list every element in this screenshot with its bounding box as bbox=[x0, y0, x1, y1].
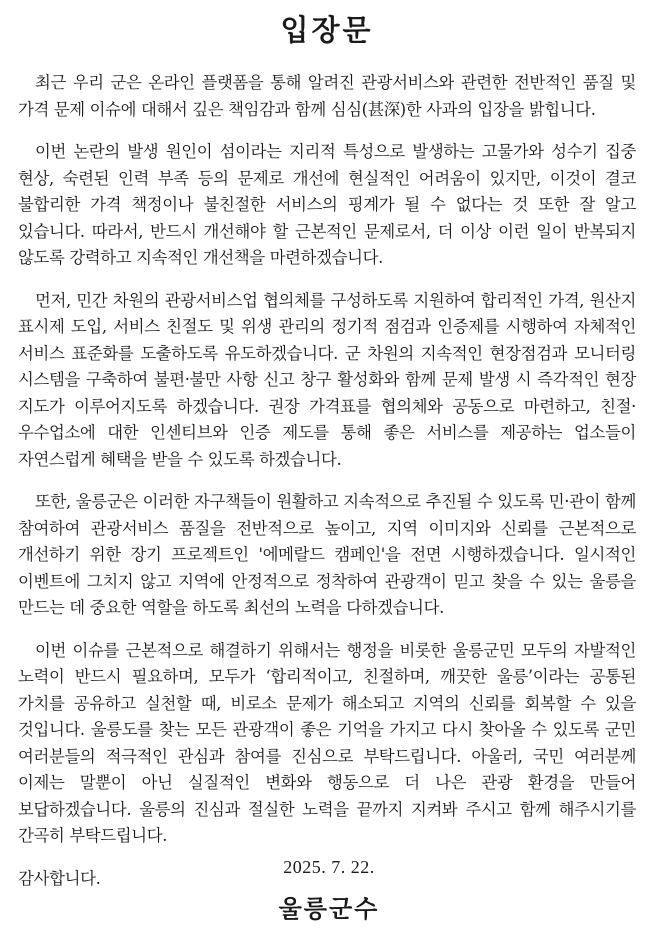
signatory: 울릉군수 bbox=[278, 895, 380, 923]
document-title: 입장문 bbox=[280, 13, 374, 47]
paragraph-apology: 최근 우리 군은 온라인 플랫폼을 통해 알려진 관광서비스와 관련한 전반적인 품질 및 가격 문제 이슈에 대해서 깊은 책임감과 함께 심심(甚深)한 사과의 입장을 밝힙니다. bbox=[18, 73, 636, 119]
statement-date: 2025. 7. 22. bbox=[283, 857, 375, 877]
paragraph-request: 이번 이슈를 근본적으로 해결하기 위해서는 행정을 비롯한 울릉군민 모두의 자발적인 노력이 반드시 필요하며, 모두가 ‘합리적이고, 친절하며, 깨끗한 울릉’이라는 공통된 가치를 공유하고 실천할 때, 비로소 문제가 해소되고 지역의 신뢰를 회복할 수 있을 것입니다. 울릉도를 찾는 모든 관광객이 좋은 기억을 가지고 다시 찾아올 수 있도록 군민 여러분들의 적극적인 관심과 참여를 진심으로 부탁드립니다. 아울러, 국민 여러분께 이제는 말뿐이 아닌 실질적인 변화와 행동으로 더 나은 관광 환경을 만들어 보답하겠습니다. 울릉의 진심과 절실한 노력을 끝까지 지켜봐 주시고 함께 해주시기를 간곡히 부탁드립니다. bbox=[18, 640, 636, 845]
closing-thanks: 감사합니다. bbox=[18, 868, 101, 888]
paragraph-campaign: 또한, 울릉군은 이러한 자구책들이 원활하고 지속적으로 추진될 수 있도록 민·관이 함께 참여하여 관광서비스 품질을 전반적으로 높이고, 지역 이미지와 신뢰를 근본적으로 개선하기 위한 장기 프로젝트인 '에메랄드 캠페인'을 전면 시행하겠습니다. 일시적인 이벤트에 그치지 않고 지역에 안정적으로 정착하여 관광객이 믿고 찾을 수 있는 울릉을 만드는 데 중요한 역할을 하도록 최선의 노력을 다하겠습니다. bbox=[18, 492, 636, 617]
paragraph-cause: 이번 논란의 발생 원인이 섬이라는 지리적 특성으로 발생하는 고물가와 성수기 집중 현상, 숙련된 인력 부족 등의 문제로 개선에 현실적인 어려움이 있지만, 이것이 결코 불합리한 가격 책정이나 불친절한 서비스의 핑계가 될 수 없다는 것 또한 잘 알고 있습니다. 따라서, 반드시 개선해야 할 근본적인 문제로서, 더 이상 이런 일이 반복되지 않도록 강력하고 지속적인 개선책을 마련하겠습니다. bbox=[18, 142, 636, 267]
paragraph-measures: 먼저, 민간 차원의 관광서비스업 협의체를 구성하도록 지원하여 합리적인 가격, 원산지 표시제 도입, 서비스 친절도 및 위생 관리의 정기적 점검과 인증제를 시행하여 자체적인 서비스 표준화를 도출하도록 유도하겠습니다. 군 차원의 지속적인 현장점검과 모니터링 시스템을 구축하여 불편·불만 사항 신고 창구 활성화와 함께 문제 발생 시 즉각적인 현장 지도가 이루어지도록 하겠습니다. 권장 가격표를 협의체와 공동으로 마련하고, 친절·우수업소에 대한 인센티브와 인증 제도를 통해 좋은 서비스를 제공하는 업소들이 자연스럽게 혜택을 받을 수 있도록 하겠습니다. bbox=[18, 290, 636, 469]
statement-body bbox=[18, 70, 636, 892]
